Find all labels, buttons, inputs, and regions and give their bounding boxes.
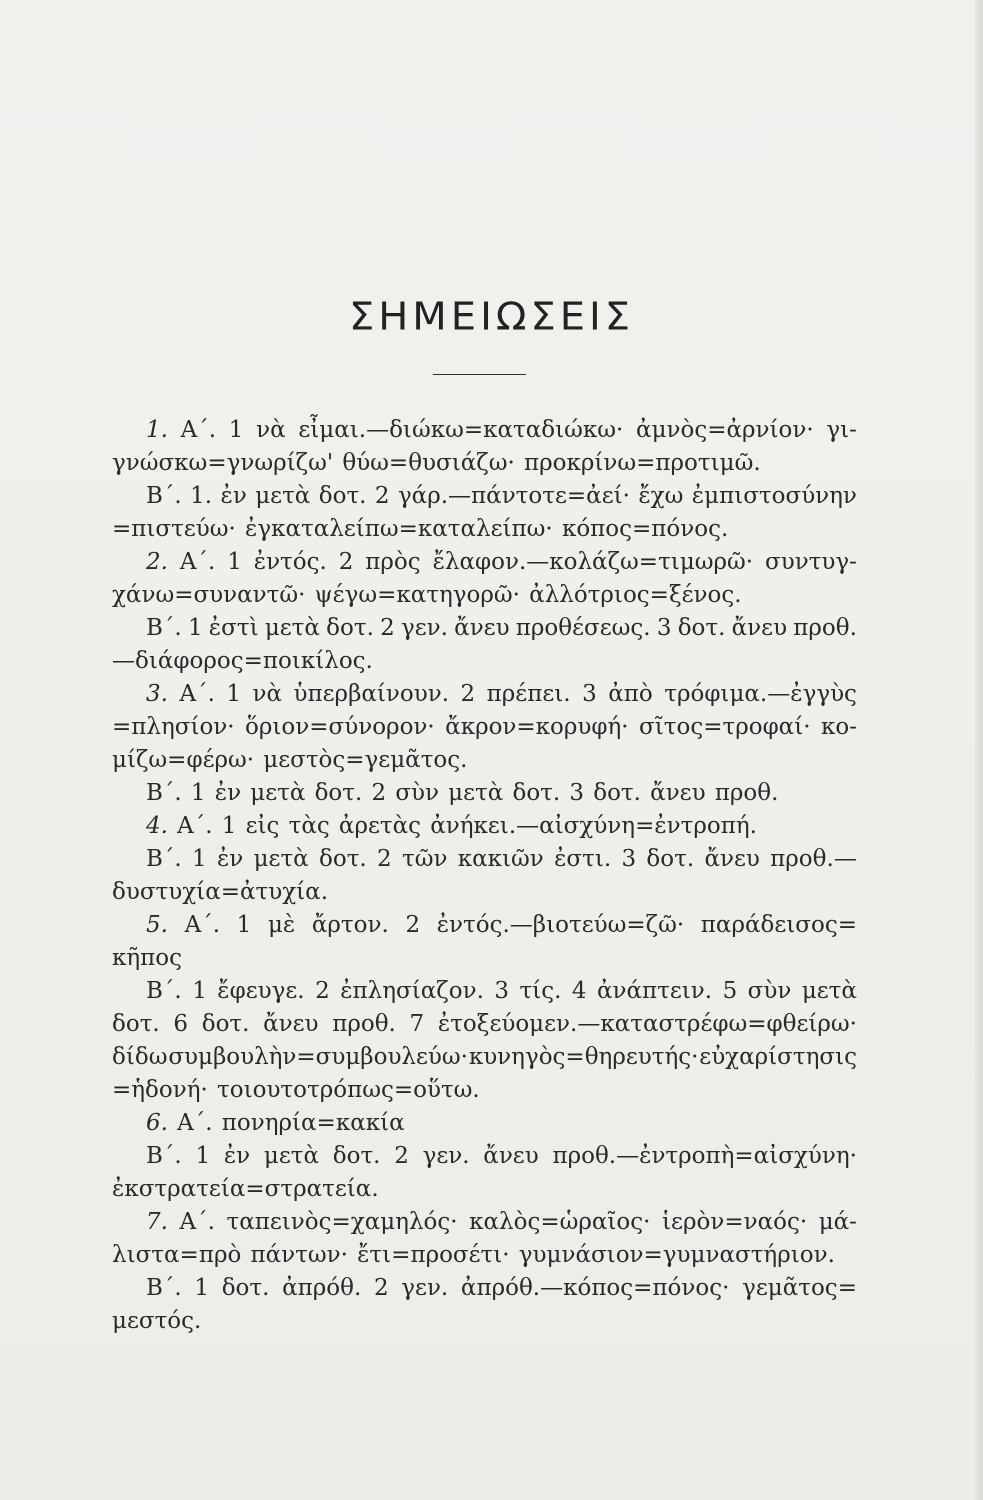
word: 3 (621, 846, 637, 872)
word: νὰ (256, 417, 286, 443)
word: Α΄. (179, 681, 215, 707)
page-edge (975, 0, 983, 1500)
word: πρὸς (365, 549, 421, 575)
word: μετὰ (255, 483, 311, 509)
word: γνώσκω=γνωρίζω' (112, 450, 334, 476)
word: σὺν (395, 780, 439, 806)
word: ἐν (214, 780, 242, 806)
word: 3. (146, 681, 168, 707)
notes-body (112, 414, 857, 1338)
word: θύω=θυσιάζω· (342, 450, 515, 476)
word: λιστα=πρὸ (112, 1242, 242, 1268)
word: προθ. (332, 1011, 396, 1037)
word: ἀνήκει.—αἰσχύνη=ἐντροπή. (430, 813, 757, 839)
word: 7. (146, 1209, 168, 1235)
text-line (112, 876, 857, 909)
word: δοτ. (221, 1275, 270, 1301)
text-line (112, 513, 857, 546)
word: μετὰ (448, 780, 504, 806)
text-line (112, 480, 857, 513)
word: δοτ. (319, 846, 367, 872)
word: δοτ. (593, 780, 641, 806)
word: ἐντός.—βιοτεύω=ζῶ· (436, 912, 685, 938)
text-line (112, 1239, 857, 1272)
word: ὅριον=σύνορον· (245, 714, 435, 740)
text-line (112, 645, 857, 678)
word: ἄνευ (650, 780, 706, 806)
word: κο- (821, 714, 857, 740)
text-line (112, 909, 857, 942)
word: τῶν (401, 846, 448, 872)
word: ἀλλότριος=ξένος. (529, 582, 742, 608)
word: γυμνάσιον=γυμναστήριον. (518, 1242, 835, 1268)
word: δοτ. (314, 780, 363, 806)
word: χάνω=συναντῶ· (112, 582, 306, 608)
word: γεν. (401, 1275, 449, 1301)
word: ἀπρόθ. (282, 1275, 362, 1301)
word: 4 (571, 978, 587, 1004)
word: γεν. (422, 1143, 470, 1169)
word: Α΄. (184, 912, 221, 938)
word: 1 (192, 846, 207, 872)
word: 1 (226, 681, 242, 707)
word: ἐστὶ (208, 615, 259, 641)
word: ἄκρον=κορυφή· (445, 714, 629, 740)
word: 2. (146, 549, 168, 575)
word: ταπεινὸς=χαμηλός· (226, 1209, 458, 1235)
word: 2 (405, 912, 421, 938)
word: εἰς (245, 813, 280, 839)
word: δοτ. (646, 846, 695, 872)
text-line (112, 1041, 857, 1074)
word: Α΄. (179, 549, 216, 575)
word: δίδω (112, 1044, 168, 1070)
word: ὑπερβαίνουν. (293, 681, 450, 707)
word: ἀπὸ (608, 681, 653, 707)
text-line (112, 1107, 857, 1140)
text-line (112, 1272, 857, 1305)
word: ἐν (223, 1143, 251, 1169)
word: ἔτι=προσέτι· (357, 1242, 510, 1268)
text-line (112, 612, 857, 645)
word: 1. (146, 417, 168, 443)
word: Β΄. (146, 615, 182, 641)
word: Α΄. (180, 417, 217, 443)
word: ἐν (220, 483, 247, 509)
word: μίζω=φέρω· (112, 747, 255, 773)
word: =πλησίον· (112, 714, 235, 740)
text-line (112, 1140, 857, 1173)
word: 1 (192, 978, 207, 1004)
word: προκρίνω=προτιμῶ. (524, 450, 761, 476)
word: Β΄. (146, 780, 182, 806)
word: προθ. (714, 780, 779, 806)
word: πρέπει. (486, 681, 571, 707)
word: 1 (236, 912, 252, 938)
word: ἄνευ (454, 615, 510, 641)
word: Α΄. (177, 1110, 213, 1136)
word: ἱερὸν=ναός· (662, 1209, 808, 1235)
word: 2 (374, 483, 390, 509)
word: σῖτος=τροφαί· (639, 714, 811, 740)
text-line (112, 711, 857, 744)
word: εἶμαι.—διώκω=καταδιώκω· (298, 417, 624, 443)
text-line (112, 1305, 857, 1338)
word: 3 (656, 615, 672, 641)
word: τὰς (288, 813, 330, 839)
word: προθ. (793, 615, 857, 641)
word: ψέγω=κατηγορῶ· (314, 582, 520, 608)
word: 6 (173, 1011, 189, 1037)
word: 2 (377, 846, 392, 872)
word: 6. (146, 1110, 168, 1136)
word: σὺν (747, 978, 792, 1004)
word: 3 (494, 978, 509, 1004)
text-line (112, 1206, 857, 1239)
word: δοτ. (326, 615, 374, 641)
word: ἐπλησίαζον. (340, 978, 484, 1004)
word: συντυγ- (765, 549, 857, 575)
word: 1 (190, 780, 206, 806)
page-title: ΣΗΜΕΙΩΣΕΙΣ (348, 295, 635, 339)
word: Β΄. (146, 1143, 182, 1169)
text-line (112, 1074, 857, 1107)
word: τρόφιμα.—ἐγγὺς (664, 681, 857, 707)
title-underline (433, 374, 526, 375)
word: δοτ. (112, 1011, 160, 1037)
word: γάρ.—πάντοτε=ἀεί· (397, 483, 630, 509)
word: μεστὸς=γεμᾶτος. (263, 747, 468, 773)
word: δοτ. (677, 615, 726, 641)
word: 1 (221, 813, 237, 839)
word: 4. (146, 813, 168, 839)
word: κῆπος (112, 945, 182, 971)
word: ἀρετὰς (338, 813, 422, 839)
text-line (112, 942, 857, 975)
word: Α΄. (179, 1209, 215, 1235)
word: τίς. (519, 978, 562, 1004)
word: 2 (315, 978, 330, 1004)
word: δοτ. (332, 1143, 381, 1169)
word: 3 (569, 780, 585, 806)
word: μά- (818, 1209, 857, 1235)
word: κόπος=πόνος. (561, 516, 729, 542)
word: καλὸς=ὡραῖος· (469, 1209, 651, 1235)
word: παράδεισος= (700, 912, 857, 938)
text-line (112, 810, 857, 843)
word: 5 (722, 978, 738, 1004)
text-line (112, 579, 857, 612)
word: 2 (380, 615, 395, 641)
word: ἀνάπτειν. (596, 978, 713, 1004)
word: =ἡδονή· (112, 1077, 208, 1103)
text-line (112, 744, 857, 777)
word: δυστυχία=ἀτυχία. (112, 879, 329, 905)
word: ἐντός. (253, 549, 327, 575)
word: γεμᾶτος= (742, 1275, 857, 1301)
word: προθ.—ἐντροπὴ=αἰσχύνη· (552, 1143, 857, 1169)
word: 2 (460, 681, 476, 707)
word: ἄνευ (483, 1143, 539, 1169)
word: τοιουτοτρόπως=οὕτω. (217, 1077, 480, 1103)
word: κυνηγὸς=θηρευτής· (468, 1044, 699, 1070)
word: νὰ (252, 681, 283, 707)
word: 1 (187, 615, 203, 641)
word: Β΄. (146, 846, 182, 872)
word: μὲ (267, 912, 296, 938)
word: μετὰ (264, 615, 320, 641)
word: Β΄. (146, 978, 182, 1004)
word: 2 (394, 1143, 409, 1169)
text-line (112, 414, 857, 447)
word: συμβουλὴν=συμβουλεύω· (168, 1044, 468, 1070)
word: ἔφευγε. (217, 978, 305, 1004)
word: 1 (228, 417, 244, 443)
word: Β΄. (146, 1275, 182, 1301)
word: Α΄. (177, 813, 213, 839)
word: γεν. (400, 615, 448, 641)
word: 2 (371, 780, 387, 806)
word: —διάφορος=ποικίλος. (112, 648, 373, 674)
word: μετὰ (801, 978, 857, 1004)
word: 7 (409, 1011, 425, 1037)
word: 2 (373, 1275, 389, 1301)
word: ἐμπιστοσύνην (691, 483, 857, 509)
word: =πιστεύω· (112, 516, 236, 542)
word: μετὰ (263, 1143, 320, 1169)
word: δοτ. (318, 483, 367, 509)
word: ἄρτον. (311, 912, 389, 938)
word: 5. (146, 912, 168, 938)
word: πάντων· (250, 1242, 348, 1268)
text-line (112, 777, 857, 810)
word: ἄνευ (704, 846, 760, 872)
text-line (112, 1008, 857, 1041)
word: δοτ. (512, 780, 561, 806)
word: μετὰ (250, 780, 306, 806)
word: Β΄. (146, 483, 182, 509)
word: 1 (227, 549, 242, 575)
word: ἄνευ (731, 615, 788, 641)
word: ἔχω (638, 483, 684, 509)
word: κακιῶν (457, 846, 544, 872)
word: ἐγκαταλείπω=καταλείπω· (244, 516, 553, 542)
word: ἐτοξεύομεν.—καταστρέφω=φθείρω· (437, 1011, 857, 1037)
word: ἐκστρατεία=στρατεία. (112, 1176, 379, 1202)
word: 3 (582, 681, 597, 707)
word: προθ.— (770, 846, 857, 872)
word: 1 (195, 1143, 211, 1169)
word: ἀμνὸς=ἀρνίον· (636, 417, 814, 443)
text-line (112, 1173, 857, 1206)
word: ἄνευ (263, 1011, 319, 1037)
word: πονηρία=κακία (221, 1110, 405, 1136)
word: 2 (338, 549, 354, 575)
word: εὐχαρίστησις (699, 1044, 857, 1070)
text-line (112, 447, 857, 480)
word: ἔλαφον.—κολάζω=τιμωρῶ· (432, 549, 754, 575)
word: προθέσεως. (515, 615, 651, 641)
word: 1. (190, 483, 213, 509)
word: δοτ. (201, 1011, 250, 1037)
word: μεστός. (112, 1308, 202, 1334)
word: ἀπρόθ.—κόπος=πόνος· (460, 1275, 730, 1301)
text-line (112, 843, 857, 876)
word: ἐστι. (554, 846, 612, 872)
word: 1 (194, 1275, 210, 1301)
word: γι- (826, 417, 857, 443)
text-line (112, 546, 857, 579)
word: ἐν (216, 846, 244, 872)
text-line (112, 678, 857, 711)
word: μετὰ (253, 846, 309, 872)
text-line (112, 975, 857, 1008)
